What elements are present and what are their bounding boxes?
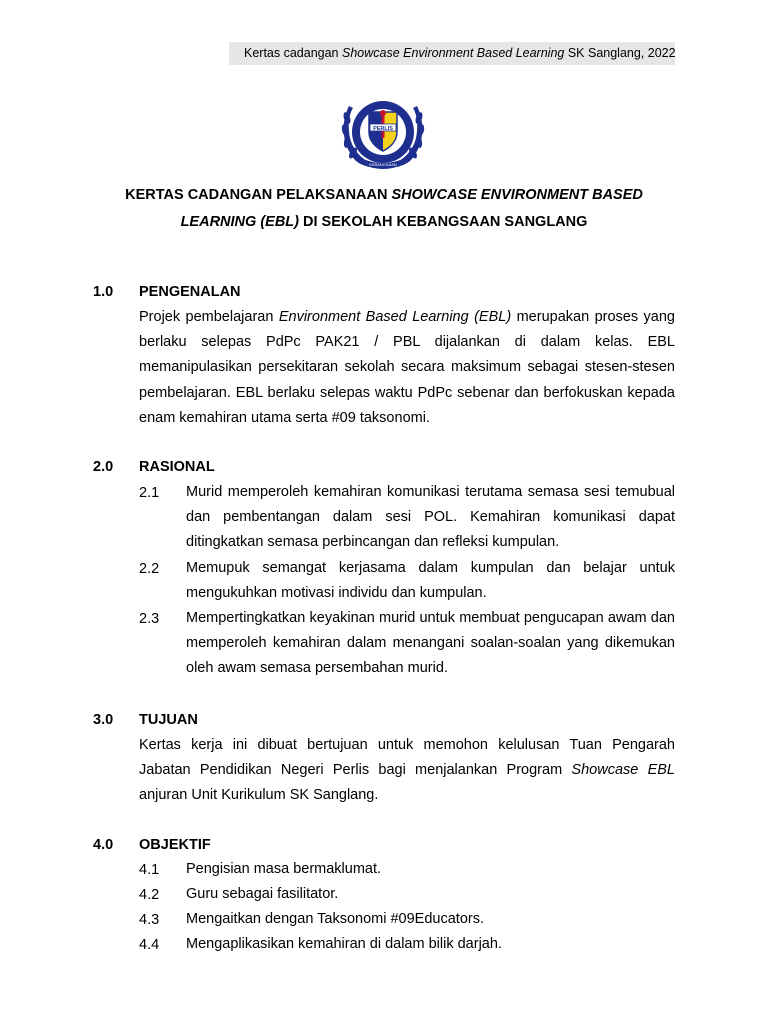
- running-header: [229, 42, 675, 65]
- list-item-text: Memupuk semangat kerjasama dalam kumpulan dan belajar untuk mengukuhkan motivasi individu dan kumpulan.: [186, 560, 675, 602]
- header-suffix: SK Sanglang, 2022: [564, 46, 676, 60]
- school-crest-logo: [339, 88, 427, 174]
- section-3-paragraph: Kertas kerja ini dibuat bertujuan untuk memohon kelulusan Tuan Pengarah Jabatan Pendidikan Negeri Perlis bagi menjalankan Program Showcase EBL anjuran Unit Kurikulum SK Sanglang.: [139, 737, 675, 804]
- section-1-paragraph: Projek pembelajaran Environment Based Learning (EBL) merupakan proses yang berlaku selepas PdPc PAK21 / PBL dijalankan di dalam kelas. EBL memanipulasikan persekitaran sekolah secara maksimum sebagai stesen-stesen pembelajaran. EBL berlaku selepas waktu PdPc sebenar dan berfokuskan kepada enam kemahiran utama serta #09 taksonomi.: [139, 309, 675, 426]
- header-italic: Showcase Environment Based Learning: [342, 46, 565, 60]
- svg-text:PERLIS: PERLIS: [373, 125, 393, 132]
- list-item-number: 4.1: [139, 862, 160, 878]
- list-item-text: Pengisian masa bermaklumat.: [186, 861, 382, 877]
- list-item-text: Mempertingkatkan keyakinan murid untuk membuat pengucapan awam dan memperoleh kemahiran dalam menangani soalan-soalan yang dikemukan oleh awam semasa persembahan murid.: [186, 610, 675, 677]
- section-2-heading: RASIONAL: [139, 459, 215, 475]
- list-item-text: Mengaplikasikan kemahiran di dalam bilik darjah.: [186, 936, 502, 952]
- section-4-number: 4.0: [93, 837, 114, 853]
- document-title-line-2: LEARNING (EBL) DI SEKOLAH KEBANGSAAN SANGLANG: [180, 214, 588, 230]
- section-1-heading: PENGENALAN: [139, 284, 241, 300]
- section-4-heading: OBJEKTIF: [139, 837, 211, 853]
- list-item-number: 2.1: [139, 485, 160, 501]
- list-item-number: 4.3: [139, 912, 160, 928]
- list-item-number: 2.3: [139, 611, 160, 627]
- list-item-number: 2.2: [139, 561, 160, 577]
- section-1-number: 1.0: [93, 284, 114, 300]
- list-item-number: 4.2: [139, 887, 160, 903]
- document-title-line-1: KERTAS CADANGAN PELAKSANAAN SHOWCASE ENVIRONMENT BASED: [125, 187, 643, 203]
- svg-text:KEBANGSAAN: KEBANGSAAN: [369, 162, 397, 167]
- section-3-heading: TUJUAN: [139, 712, 198, 728]
- list-item-number: 4.4: [139, 937, 160, 953]
- list-item-text: Guru sebagai fasilitator.: [186, 886, 339, 902]
- list-item-text: Murid memperoleh kemahiran komunikasi terutama semasa sesi temubual dan pembentangan dalam sesi POL. Kemahiran komunikasi dapat ditingkatkan semasa perbincangan dan refleksi kumpulan.: [186, 484, 675, 551]
- section-3-number: 3.0: [93, 712, 114, 728]
- section-2-number: 2.0: [93, 459, 114, 475]
- header-prefix: Kertas cadangan: [244, 46, 342, 60]
- list-item-text: Mengaitkan dengan Taksonomi #09Educators.: [186, 911, 484, 927]
